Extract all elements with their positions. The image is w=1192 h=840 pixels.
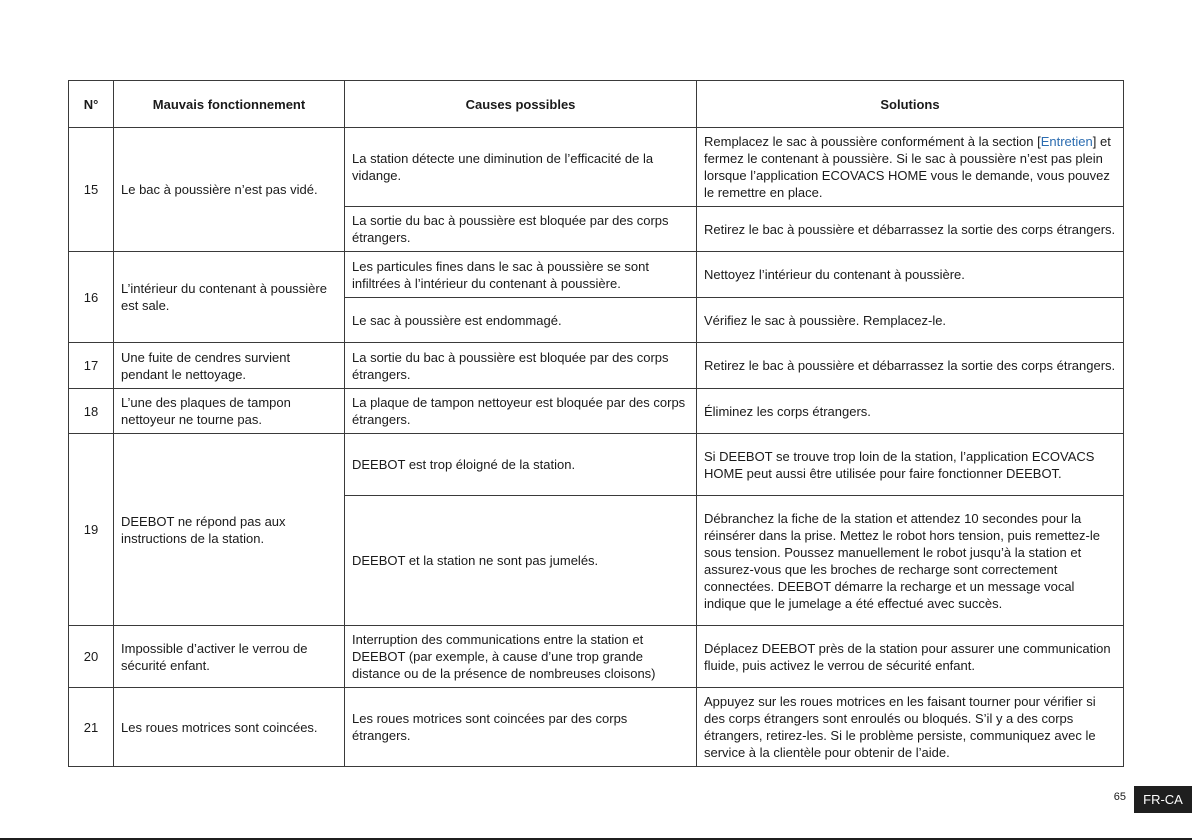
malfunction-cell: Le bac à poussière n’est pas vidé. <box>114 128 345 252</box>
cause-cell: La sortie du bac à poussière est bloquée par des corps étrangers. <box>345 343 697 389</box>
maintenance-link[interactable]: Entretien <box>1040 134 1093 149</box>
cause-cell: DEEBOT et la station ne sont pas jumelés. <box>345 496 697 626</box>
header-solutions: Solutions <box>697 81 1124 128</box>
cause-cell: Le sac à poussière est endommagé. <box>345 298 697 343</box>
row-number: 20 <box>69 626 114 688</box>
table-row <box>69 389 1124 434</box>
solution-cell: Éliminez les corps étrangers. <box>697 389 1124 434</box>
language-badge: FR-CA <box>1134 786 1192 813</box>
cause-cell: Les roues motrices sont coincées par des corps étrangers. <box>345 688 697 767</box>
page-number: 65 <box>1113 791 1126 803</box>
malfunction-cell: L’intérieur du contenant à poussière est sale. <box>114 252 345 343</box>
cause-cell: La station détecte une diminution de l’efficacité de la vidange. <box>345 128 697 207</box>
table-row <box>69 434 1124 496</box>
header-number: N° <box>69 81 114 128</box>
malfunction-cell: DEEBOT ne répond pas aux instructions de la station. <box>114 434 345 626</box>
cause-cell: DEEBOT est trop éloigné de la station. <box>345 434 697 496</box>
row-number: 16 <box>69 252 114 343</box>
header-malfunction: Mauvais fonctionnement <box>114 81 345 128</box>
row-number: 18 <box>69 389 114 434</box>
cause-cell: Les particules fines dans le sac à poussière se sont infiltrées à l’intérieur du contenant à poussière. <box>345 252 697 298</box>
row-number: 19 <box>69 434 114 626</box>
row-number: 17 <box>69 343 114 389</box>
solution-cell <box>697 128 1124 207</box>
troubleshooting-table <box>68 80 1124 767</box>
table-row <box>69 688 1124 767</box>
table-header-row <box>69 81 1124 128</box>
solution-cell: Nettoyez l’intérieur du contenant à poussière. <box>697 252 1124 298</box>
solution-cell: Déplacez DEEBOT près de la station pour assurer une communication fluide, puis activez le verrou de sécurité enfant. <box>697 626 1124 688</box>
solution-text: ] et fermez le contenant à poussière. Si le sac à poussière n’est pas plein lorsque l’application ECOVACS HOME vous le demande, vous pouvez le remettre en place. <box>704 134 1111 200</box>
solution-cell: Retirez le bac à poussière et débarrassez la sortie des corps étrangers. <box>697 343 1124 389</box>
malfunction-cell: Impossible d’activer le verrou de sécurité enfant. <box>114 626 345 688</box>
table-row <box>69 252 1124 298</box>
table-row <box>69 626 1124 688</box>
malfunction-cell: L’une des plaques de tampon nettoyeur ne tourne pas. <box>114 389 345 434</box>
table-row <box>69 343 1124 389</box>
solution-text: Remplacez le sac à poussière conformément à la section [ <box>704 134 1041 149</box>
cause-cell: La sortie du bac à poussière est bloquée par des corps étrangers. <box>345 207 697 252</box>
header-causes: Causes possibles <box>345 81 697 128</box>
row-number: 15 <box>69 128 114 252</box>
cause-cell: La plaque de tampon nettoyeur est bloquée par des corps étrangers. <box>345 389 697 434</box>
solution-cell: Appuyez sur les roues motrices en les faisant tourner pour vérifier si des corps étrangers sont enroulés ou bloqués. S’il y a des corps étrangers, retirez-les. Si le problème persiste, communiquez avec le service à la clientèle pour obtenir de l’aide. <box>697 688 1124 767</box>
malfunction-cell: Les roues motrices sont coincées. <box>114 688 345 767</box>
solution-cell: Retirez le bac à poussière et débarrassez la sortie des corps étrangers. <box>697 207 1124 252</box>
cause-cell: Interruption des communications entre la station et DEEBOT (par exemple, à cause d’une trop grande distance ou de la présence de nombreuses cloisons) <box>345 626 697 688</box>
malfunction-cell: Une fuite de cendres survient pendant le nettoyage. <box>114 343 345 389</box>
row-number: 21 <box>69 688 114 767</box>
solution-cell: Débranchez la fiche de la station et attendez 10 secondes pour la réinsérer dans la prise. Mettez le robot hors tension, puis remettez-le sous tension. Poussez manuellement le robot jusqu’à la station et assurez-vous que les broches de recharge sont correctement connectées. DEEBOT démarre la recharge et un message vocal indique que le jumelage a été effectué avec succès. <box>697 496 1124 626</box>
solution-cell: Si DEEBOT se trouve trop loin de la station, l’application ECOVACS HOME peut aussi être utilisée pour faire fonctionner DEEBOT. <box>697 434 1124 496</box>
table-row <box>69 128 1124 207</box>
solution-cell: Vérifiez le sac à poussière. Remplacez-le. <box>697 298 1124 343</box>
